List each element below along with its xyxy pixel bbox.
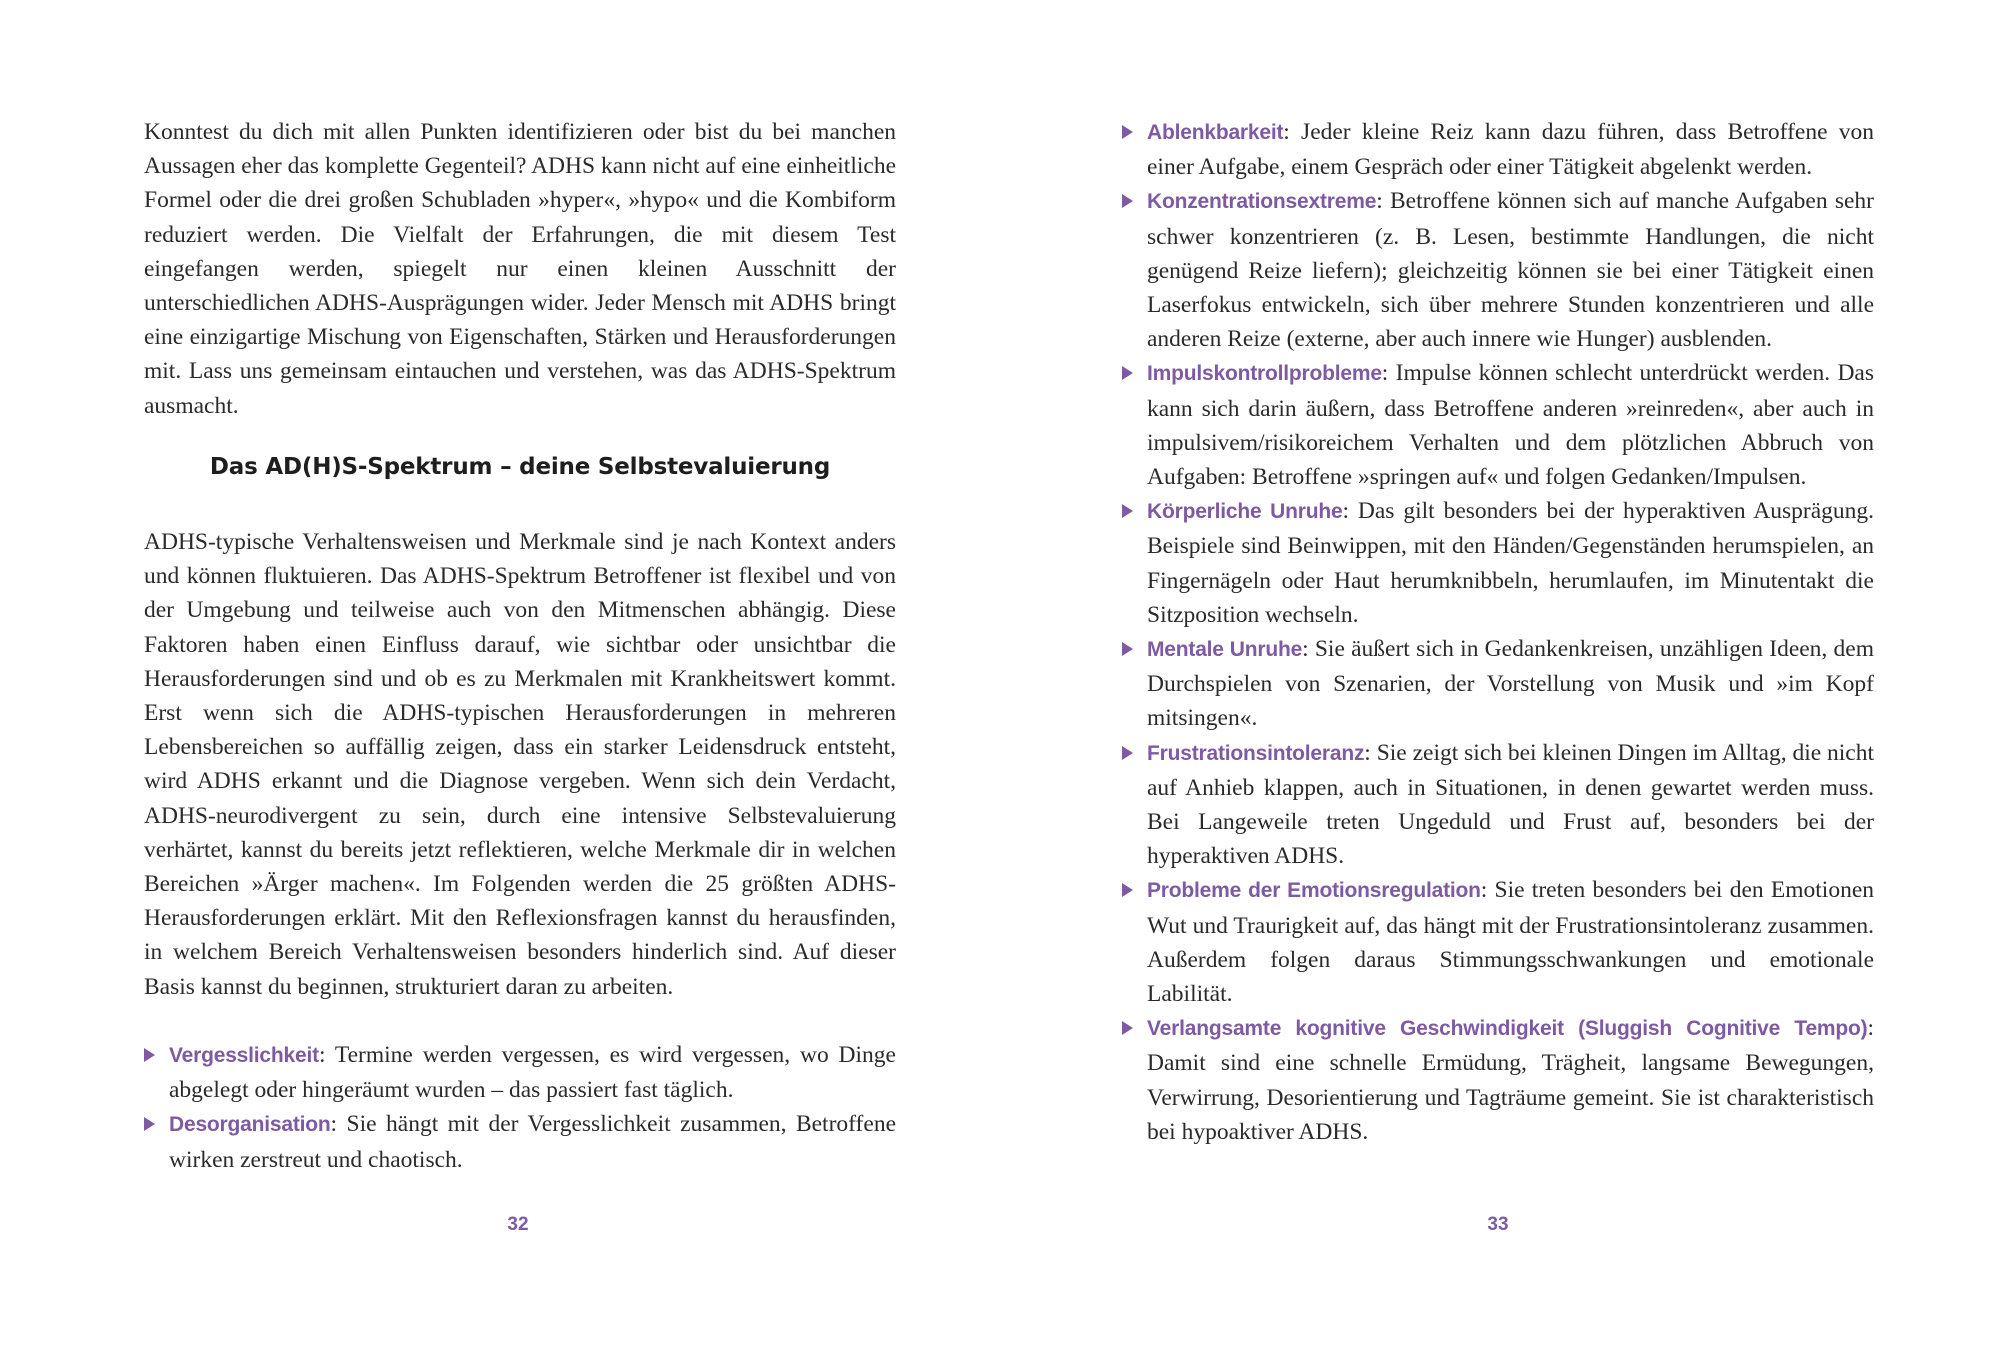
- list-item: [1122, 494, 1874, 632]
- list-item-text: : Betroffene können sich auf manche Aufgaben sehr schwer konzentrieren (z. B. Lesen, bestimmte Handlungen, die nicht genügend Reize liefern); gleichzeitig können sie bei einer Tätigkeit einen Laserfokus entwickeln, sich über mehrere Stunden konzentrieren und alle anderen Reize (externe, aber auch innere wie Hunger) ausblenden.: [1147, 188, 1874, 353]
- challenge-list-left: [144, 1038, 896, 1177]
- list-item-term: Konzentrationsextreme: [1147, 190, 1377, 214]
- body-paragraph: ADHS-typische Verhaltensweisen und Merkmale sind je nach Kontext anders und können fluktuieren. Das ADHS-Spektrum Betroffener ist flexibel und von der Umgebung und teilweise auch von den Mitmenschen abhängig. Diese Faktoren haben einen Einfluss darauf, wie sichtbar oder unsichtbar die Herausforderungen sind und ob es zu Merkmalen mit Krankheitswert kommt. Erst wenn sich die ADHS-typischen Herausforderungen in mehreren Lebensbereichen so auffällig zeigen, dass ein starker Leidensdruck entsteht, wird ADHS erkannt und die Diagnose vergeben. Wenn sich dein Verdacht, ADHS-neurodivergent zu sein, durch eine intensive Selbstevaluierung verhärtet, kannst du bereits jetzt reflektieren, welche Merkmale dir in welchen Bereichen »Ärger machen«. Im Folgenden werden die 25 größten ADHS-Herausforderungen erklärt. Mit den Reflexionsfragen kannst du herausfinden, in welchem Bereich Verhaltensweisen besonders hinderlich sind. Auf dieser Basis kannst du beginnen, strukturiert daran zu arbeiten.: [144, 529, 896, 1000]
- list-item: [1122, 356, 1874, 494]
- triangle-bullet-icon: [1122, 746, 1133, 760]
- triangle-bullet-icon: [1122, 883, 1133, 897]
- list-item: [1122, 115, 1874, 184]
- list-item: [144, 1038, 896, 1107]
- right-page: [1122, 0, 1874, 1355]
- list-item-term: Verlangsamte kognitive Geschwindigkeit (Sluggish Cognitive Tempo): [1147, 1017, 1868, 1041]
- triangle-bullet-icon: [1122, 125, 1133, 139]
- list-item-term: Probleme der Emotionsregulation: [1147, 879, 1481, 903]
- list-item-text: : Sie zeigt sich bei kleinen Dingen im Alltag, die nicht auf Anhieb klappen, auch in Situationen, in denen gewartet werden muss. Bei Langeweile treten Ungeduld und Frust auf, besonders bei der hyperaktiven ADHS.: [1147, 739, 1875, 870]
- list-item-text: : Termine werden vergessen, es wird vergessen, wo Dinge abgelegt oder hingeräumt wurden – das passiert fast täglich.: [169, 1042, 896, 1104]
- section-heading: Das AD(H)S-Spektrum – deine Selbstevaluierung: [209, 454, 831, 480]
- triangle-bullet-icon: [1122, 366, 1133, 380]
- list-item-term: Vergesslichkeit: [169, 1044, 319, 1067]
- list-item-term: Desorganisation: [169, 1113, 331, 1137]
- list-item-term: Frustrationsintoleranz: [1147, 741, 1365, 765]
- list-item: [1122, 736, 1874, 874]
- list-item-text: : Sie hängt mit der Vergesslichkeit zusammen, Betroffene wirken zerstreut und chaotisch.: [169, 1111, 896, 1173]
- challenge-list-right: [1122, 115, 1874, 1149]
- list-item-term: Körperliche Unruhe: [1147, 500, 1343, 524]
- triangle-bullet-icon: [1122, 1021, 1133, 1035]
- list-item-term: Ablenkbarkeit: [1147, 121, 1284, 144]
- list-item-text: : Sie äußert sich in Gedankenkreisen, unzähligen Ideen, dem Durchspielen von Szenarien, der Vorstellung von Musik und »im Kopf mitsingen«.: [1147, 636, 1874, 732]
- list-item: [1122, 1011, 1874, 1149]
- page-number: 32: [507, 1214, 529, 1235]
- triangle-bullet-icon: [144, 1117, 155, 1131]
- list-item-text: : Jeder kleine Reiz kann dazu führen, dass Betroffene von einer Aufgabe, einem Gespräch oder einer Tätigkeit abgelenkt werden.: [1147, 119, 1874, 181]
- list-item-term: Impulskontrollprobleme: [1147, 362, 1382, 386]
- list-item-text: : Impulse können schlecht unterdrückt werden. Das kann sich darin äußern, dass Betroffene anderen »reinreden«, aber auch in impulsivem/risikoreichem Verhalten und dem plötzlichen Abbruch von Aufgaben: Betroffene »springen auf« und folgen Gedanken/Impulsen.: [1147, 360, 1874, 491]
- list-item: [144, 1107, 896, 1176]
- list-item: [1122, 873, 1874, 1011]
- triangle-bullet-icon: [144, 1048, 155, 1062]
- list-item: [1122, 184, 1874, 356]
- list-item: [1122, 632, 1874, 736]
- intro-paragraph: Konntest du dich mit allen Punkten identifizieren oder bist du bei manchen Aussagen eher das komplette Gegenteil? ADHS kann nicht auf eine einheitliche Formel oder die drei großen Schubladen »hyper«, »hypo« und die Kombiform reduziert werden. Die Vielfalt der Erfahrungen, die mit diesem Test eingefangen werden, spiegelt nur einen kleinen Ausschnitt der unterschiedlichen ADHS-Ausprägungen wider. Jeder Mensch mit ADHS bringt eine einzigartige Mischung von Eigenschaften, Stärken und Herausforderungen mit. Lass uns gemeinsam eintauchen und verstehen, was das ADHS-Spektrum ausmacht.: [144, 119, 896, 419]
- list-item-term: Mentale Unruhe: [1147, 638, 1303, 662]
- list-item-text: : Sie treten besonders bei den Emotionen Wut und Traurigkeit auf, das hängt mit der Frustrationsintoleranz zusammen. Außerdem folgen daraus Stimmungsschwankungen und emotionale Labilität.: [1147, 877, 1874, 1008]
- page-number: 33: [1487, 1214, 1509, 1235]
- left-page: [144, 0, 896, 1355]
- triangle-bullet-icon: [1122, 194, 1133, 208]
- list-item-text: : Das gilt besonders bei der hyperaktiven Ausprägung. Beispiele sind Beinwippen, mit den Händen/Gegenständen herumspielen, an Fingernägeln oder Haut herumknibbeln, herumlaufen, im Minutentakt die Sitzposition wechseln.: [1147, 498, 1875, 628]
- triangle-bullet-icon: [1122, 504, 1133, 518]
- list-item-text: : Damit sind eine schnelle Ermüdung, Trägheit, langsame Bewegungen, Verwirrung, Desorientierung und Tagträume gemeint. Sie ist charakteristisch bei hypoaktiver ADHS.: [1147, 1015, 1874, 1145]
- triangle-bullet-icon: [1122, 642, 1133, 656]
